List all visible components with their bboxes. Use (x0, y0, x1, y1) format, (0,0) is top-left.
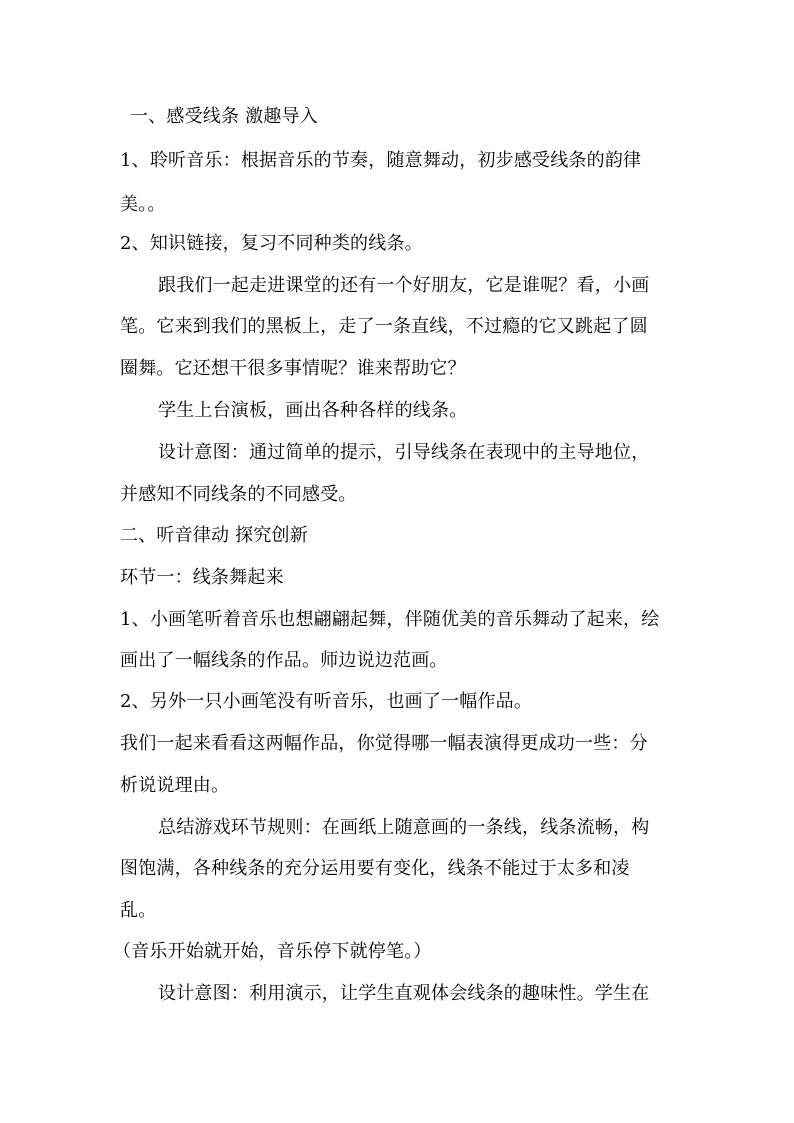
paragraph-line: 1、小画笔听着音乐也想翩翩起舞，伴随优美的音乐舞动了起来，绘 (120, 609, 660, 630)
subsection-heading: 环节一：线条舞起来 (120, 567, 284, 588)
design-intent-line: 设计意图：利用演示，让学生直观体会线条的趣味性。学生在 (158, 983, 650, 1004)
section-heading-2: 二、听音律动 探究创新 (120, 525, 308, 546)
rules-line: 总结游戏环节规则：在画纸上随意画的一条线，线条流畅，构 (158, 817, 650, 838)
design-intent-line: 设计意图：通过简单的提示，引导线条在表现中的主导地位， (158, 442, 650, 463)
paragraph-line: 画出了一幅线条的作品。师边说边范画。 (120, 650, 448, 671)
paragraph-line: 图饱满，各种线条的充分运用要有变化，线条不能过于太多和凌 (120, 858, 630, 879)
paragraph-line: 笔。它来到我们的黑板上，走了一条直线，不过瘾的它又跳起了圆 (120, 316, 648, 337)
paragraph-line: 1、聆听音乐：根据音乐的节奏，随意舞动，初步感受线条的韵律 (120, 150, 642, 171)
paragraph-line: 美。。 (120, 194, 166, 215)
paragraph-line: 圈舞。它还想干很多事情呢？谁来帮助它？ (120, 358, 466, 379)
paragraph-line: 学生上台演板，画出各种各样的线条。 (158, 400, 468, 421)
paragraph-line: 析说说理由。 (120, 775, 230, 796)
paragraph-line: 乱。 (120, 900, 157, 921)
paragraph-line: 我们一起来看看这两幅作品，你觉得哪一幅表演得更成功一些：分 (120, 733, 648, 754)
paragraph-line: （音乐开始就开始，音乐停下就停笔。） (113, 941, 432, 962)
paragraph-line: 并感知不同线条的不同感受。 (120, 484, 357, 505)
paragraph-line: 2、另外一只小画笔没有听音乐，也画了一幅作品。 (120, 691, 533, 712)
section-heading-1: 一、感受线条 激趣导入 (130, 106, 318, 127)
paragraph-line: 跟我们一起走进课堂的还有一个好朋友，它是谁呢？看，小画 (158, 275, 650, 296)
paragraph-line: 2、知识链接，复习不同种类的线条。 (120, 233, 423, 254)
